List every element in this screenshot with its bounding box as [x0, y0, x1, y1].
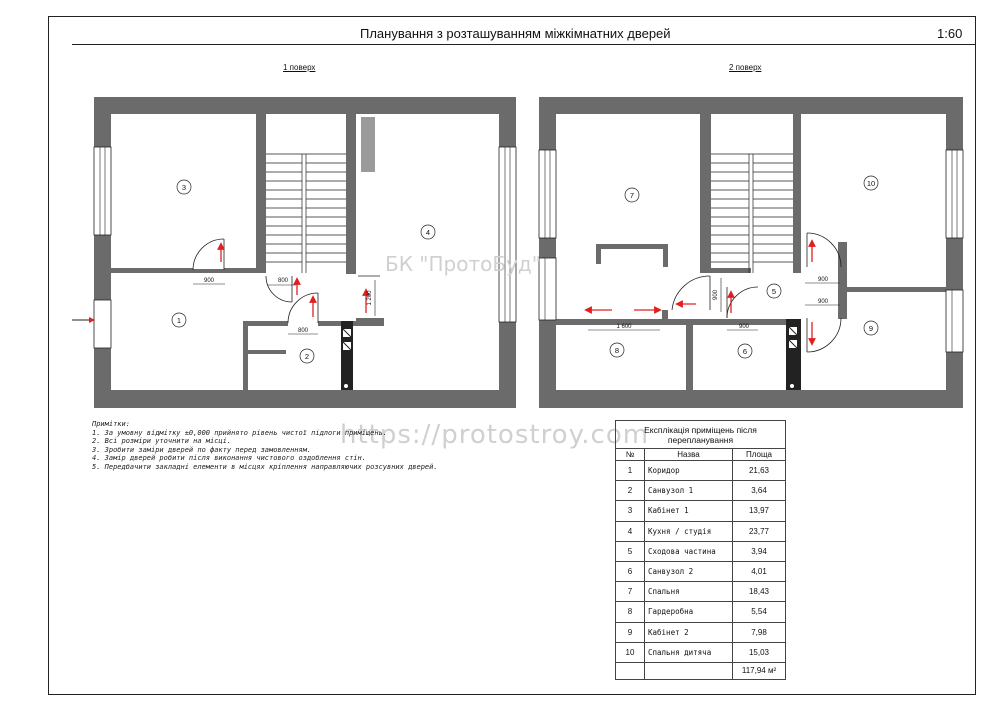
room-6-area — [693, 325, 786, 390]
row-area: 5,54 — [733, 602, 786, 622]
row-area: 7,98 — [733, 622, 786, 642]
row-name: Санвузол 1 — [645, 481, 733, 501]
row-name: Гардеробна — [645, 602, 733, 622]
dim-900-bath2: 900 — [738, 324, 750, 330]
row-name: Спальня дитяча — [645, 642, 733, 662]
row-area: 3,94 — [733, 541, 786, 561]
table-row — [616, 642, 786, 662]
room-9-number: 9 — [868, 324, 874, 333]
table-row — [616, 521, 786, 541]
dim-1200: 1 200 — [367, 290, 373, 306]
row-area: 13,97 — [733, 501, 786, 521]
row-area: 21,63 — [733, 461, 786, 481]
table-row — [616, 481, 786, 501]
row-name: Спальня — [645, 582, 733, 602]
note-line: 2. Всі розміри уточнити на місці. — [92, 437, 232, 445]
room-9-area — [801, 292, 946, 390]
dim-900-room3: 900 — [203, 278, 215, 284]
dim-800-stair: 800 — [277, 278, 289, 284]
room-6-number: 6 — [742, 347, 748, 356]
table-row — [616, 541, 786, 561]
total-area-unit: м² — [767, 666, 777, 676]
note-line: 4. Замір дверей робити після виконання чистового оздоблення стін. — [92, 454, 366, 462]
row-name: Кабінет 1 — [645, 501, 733, 521]
table-row — [616, 501, 786, 521]
header-area: Площа — [733, 449, 786, 461]
room-1-number: 1 — [176, 316, 182, 325]
room-3-number: 3 — [181, 183, 187, 192]
dim-900-room9: 900 — [817, 299, 829, 305]
total-row — [616, 662, 786, 679]
room-5-number: 5 — [771, 287, 777, 296]
explication-table — [615, 420, 786, 680]
room-8-number: 8 — [614, 346, 620, 355]
stair-2-area — [711, 114, 793, 273]
row-number: 1 — [616, 461, 645, 481]
dim-900-room10: 900 — [817, 277, 829, 283]
row-name: Кухня / студія — [645, 521, 733, 541]
table-row — [616, 561, 786, 581]
room-7-number: 7 — [629, 191, 635, 200]
row-area: 23,77 — [733, 521, 786, 541]
row-number: 2 — [616, 481, 645, 501]
total-area-value: 117,94 — [741, 666, 766, 676]
note-line: 3. Зробити заміри дверей по факту перед замовленням. — [92, 445, 312, 454]
dim-1600: 1 600 — [616, 324, 632, 330]
row-number: 5 — [616, 541, 645, 561]
table-row — [616, 622, 786, 642]
total-area — [733, 662, 786, 679]
row-name: Кабінет 2 — [645, 622, 733, 642]
row-number: 4 — [616, 521, 645, 541]
row-name: Санвузол 2 — [645, 561, 733, 581]
sheet-scale: 1:60 — [937, 26, 963, 41]
floor-1-label: 1 поверх — [283, 63, 316, 72]
dim-800-bath1: 800 — [297, 328, 309, 334]
floor-2-label: 2 поверх — [729, 63, 762, 72]
sheet-title: Планування з розташуванням міжкімнатних дверей — [360, 26, 671, 41]
room-8-area — [556, 325, 686, 390]
row-area: 4,01 — [733, 561, 786, 581]
floor-2-plan — [539, 97, 963, 408]
notes-block — [92, 420, 438, 471]
notes-heading: Примітки: — [92, 420, 130, 428]
note-line: 5. Передбачити закладні елементи в місцях кріплення направляючих розсувних дверей. — [92, 462, 438, 471]
company-watermark: БК "ПротоБуд" — [385, 252, 541, 276]
row-number: 10 — [616, 642, 645, 662]
note-line: 1. За умовну відмітку ±0,000 прийнято рівень чистої підлоги приміщень. — [92, 428, 388, 437]
row-number: 7 — [616, 582, 645, 602]
room-10-number: 10 — [866, 179, 876, 188]
row-area: 3,64 — [733, 481, 786, 501]
explication-caption: Експлікація приміщень після перепланування — [616, 421, 786, 449]
row-number: 3 — [616, 501, 645, 521]
table-row — [616, 602, 786, 622]
row-area: 15,03 — [733, 642, 786, 662]
row-number: 9 — [616, 622, 645, 642]
row-area: 18,43 — [733, 582, 786, 602]
room-10-area — [801, 114, 946, 287]
row-name: Коридор — [645, 461, 733, 481]
header-name: Назва — [645, 449, 733, 461]
url-watermark: https://protostroy.com — [340, 420, 650, 450]
room-4-number: 4 — [425, 228, 431, 237]
table-row — [616, 461, 786, 481]
dim-900-vertical: 900 — [713, 289, 719, 301]
header-number: № — [616, 449, 645, 461]
row-number: 6 — [616, 561, 645, 581]
row-name: Сходова частина — [645, 541, 733, 561]
room-1-area — [111, 273, 356, 390]
table-row — [616, 582, 786, 602]
floor-1-plan — [72, 97, 516, 408]
room-5-area — [556, 273, 801, 319]
room-2-number: 2 — [304, 352, 310, 361]
room-4-area — [356, 114, 499, 390]
row-number: 8 — [616, 602, 645, 622]
